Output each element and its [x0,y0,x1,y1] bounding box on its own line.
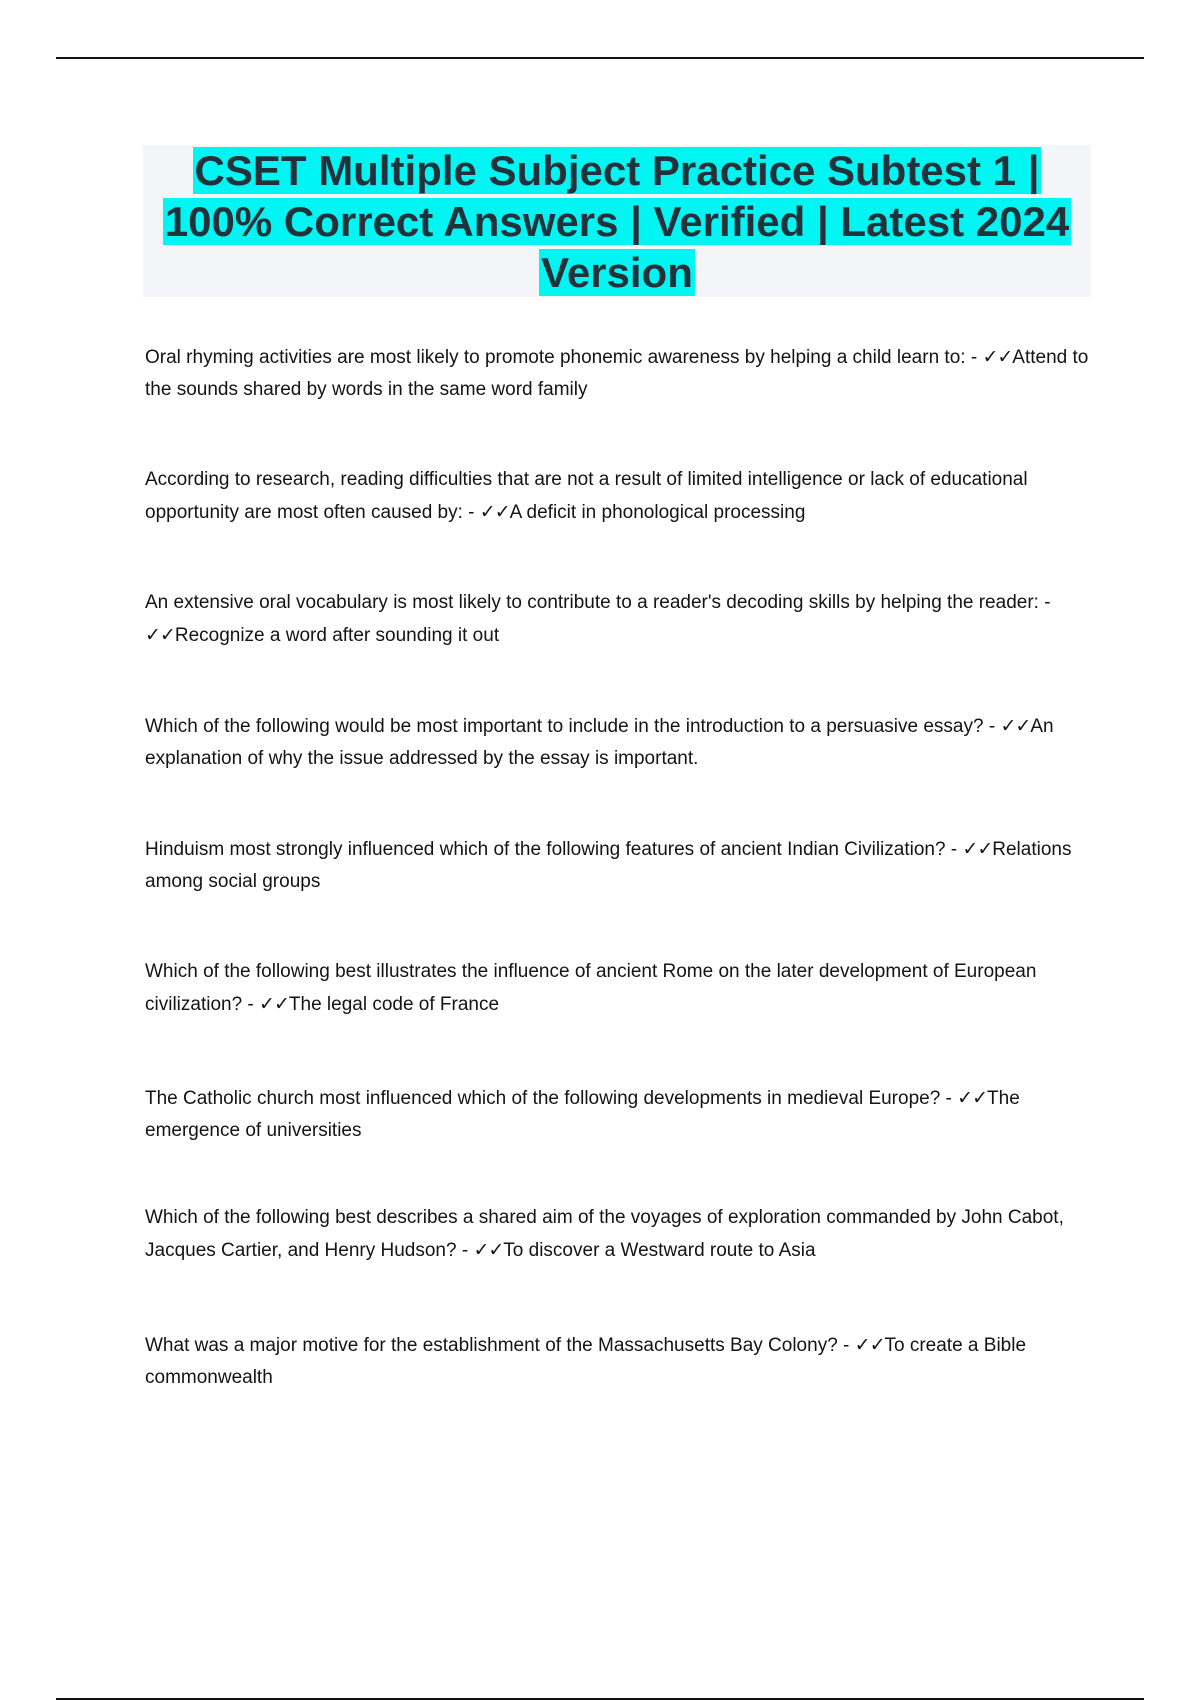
qa-item [145,341,1090,406]
answer-text: The emergence of universities [145,1088,1020,1141]
qa-item [145,956,1090,1021]
question-text: Which of the following best describes a shared aim of the voyages of exploration commanded by John Cabot, Jacques Cartier, and Henry Hudson? - [145,1207,1064,1261]
question-text: Hinduism most strongly influenced which of the following features of ancient Indian Civilization? - [145,839,958,860]
qa-item [145,710,1090,775]
page-title [143,145,1091,298]
answer-text: Relations among social groups [145,839,1072,892]
checkmark-icon: ✓✓ [982,346,1013,368]
answer-text: The legal code of France [288,994,500,1015]
qa-item [145,1202,1090,1267]
checkmark-icon: ✓✓ [145,624,175,646]
checkmark-icon: ✓✓ [479,501,510,523]
qa-item [145,1329,1090,1394]
answer-text: A deficit in phonological processing [509,502,806,523]
title-block [143,145,1091,297]
qa-item [145,587,1090,652]
answer-text: To create a Bible commonwealth [145,1335,1027,1388]
answer-text: An explanation of why the issue addressed by the essay is important. [145,716,1054,769]
checkmark-icon: ✓✓ [473,1239,504,1261]
top-rule [56,57,1144,59]
question-text: Oral rhyming activities are most likely to promote phonemic awareness by helping a child learn to: - [145,347,978,368]
question-text: What was a major motive for the establishment of the Massachusetts Bay Colony? - [145,1335,850,1356]
question-text: Which of the following would be most important to include in the introduction to a persuasive essay? - [145,716,996,737]
checkmark-icon: ✓✓ [1000,715,1031,737]
checkmark-icon: ✓✓ [259,993,289,1015]
answer-text: To discover a Westward route to Asia [503,1240,816,1261]
answer-text: Recognize a word after sounding it out [174,625,500,646]
checkmark-icon: ✓✓ [854,1334,885,1356]
qa-item [145,1082,1090,1147]
checkmark-icon: ✓✓ [957,1087,988,1109]
question-text: According to research, reading difficulties that are not a result of limited intelligence or lack of educational opportunity are most often caused by: - [145,469,1028,523]
question-text: Which of the following best illustrates the influence of ancient Rome on the later development of European civilization? - [145,961,1037,1015]
qa-item [145,833,1090,898]
question-text: An extensive oral vocabulary is most likely to contribute to a reader's decoding skills by helping the reader: - [145,592,1051,613]
question-text: The Catholic church most influenced which of the following developments in medieval Europe? - [145,1088,952,1109]
answer-text: Attend to the sounds shared by words in the same word family [145,347,1089,400]
page-title-highlight: CSET Multiple Subject Practice Subtest 1 | 100% Correct Answers | Verified | Latest 2024 Version [164,146,1070,296]
checkmark-icon: ✓✓ [962,838,993,860]
qa-item [145,464,1090,529]
